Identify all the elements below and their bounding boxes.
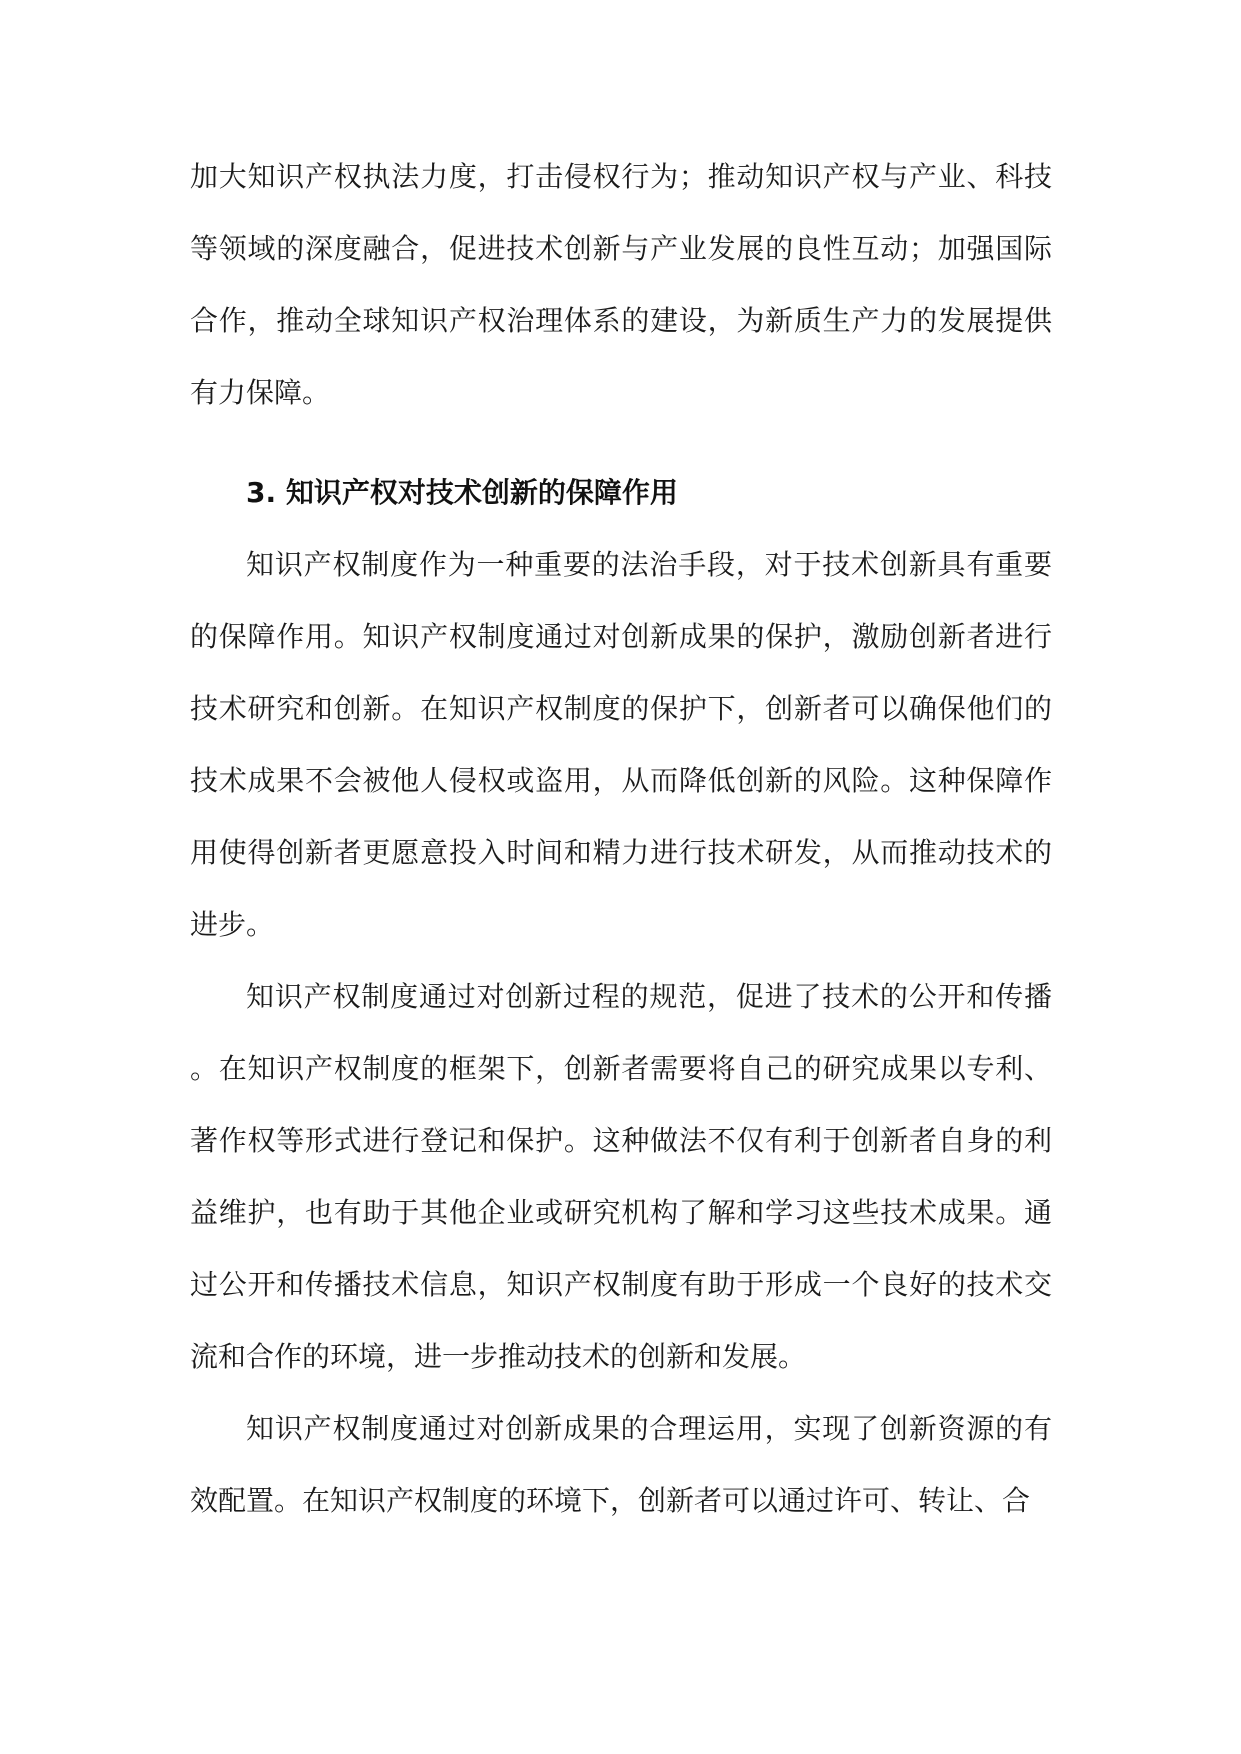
paragraph-disclosure-dissemination: 知识产权制度通过对创新过程的规范，促进了技术的公开和传播。在知识产权制度的框架下，创新者需要将自己的研究成果以专利、著作权等形式进行登记和保护。这种做法不仅有利于创新者自身的利益维护，也有助于其他企业或研究机构了解和学习这些技术成果。通过公开和传播技术信息，知识产权制度有助于形成一个良好的技术交流和合作的环境，进一步推动技术的创新和发展。 xyxy=(190,980,1052,1373)
document-body xyxy=(190,141,1052,1537)
paragraph-protection-role: 知识产权制度作为一种重要的法治手段，对于技术创新具有重要的保障作用。知识产权制度通过对创新成果的保护，激励创新者进行技术研究和创新。在知识产权制度的保护下，创新者可以确保他们的技术成果不会被他人侵权或盗用，从而降低创新的风险。这种保障作用使得创新者更愿意投入时间和精力进行技术研发，从而推动技术的进步。 xyxy=(190,548,1052,941)
paragraph-continuation: 加大知识产权执法力度，打击侵权行为；推动知识产权与产业、科技等领域的深度融合，促进技术创新与产业发展的良性互动；加强国际合作，推动全球知识产权治理体系的建设，为新质生产力的发展提供有力保障。 xyxy=(190,160,1052,409)
paragraph-resource-allocation: 知识产权制度通过对创新成果的合理运用，实现了创新资源的有效配置。在知识产权制度的环境下，创新者可以通过许可、转让、合 xyxy=(190,1412,1052,1517)
section-spacer xyxy=(190,429,1052,457)
section-heading: 3. 知识产权对技术创新的保障作用 xyxy=(246,476,678,509)
